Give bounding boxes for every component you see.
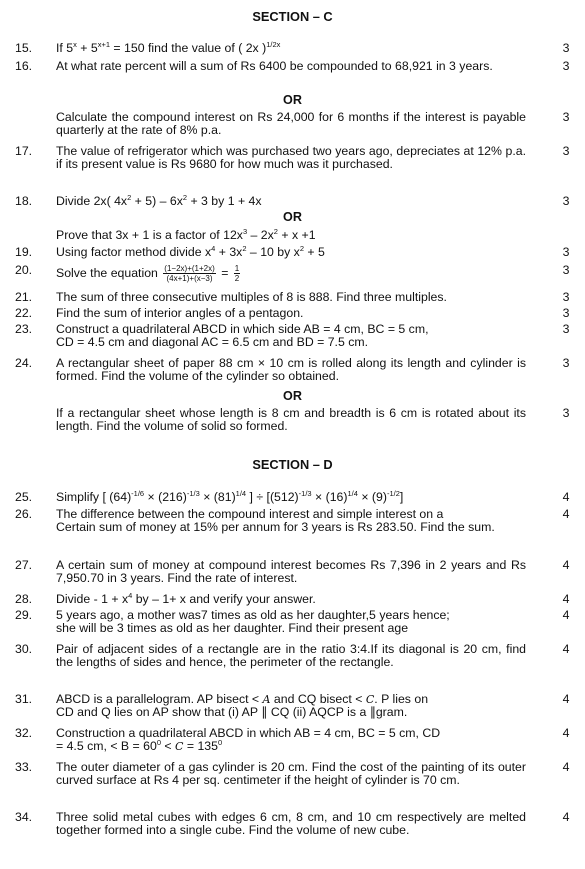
question-number: 33.: [15, 760, 33, 774]
marks: 3: [562, 144, 570, 158]
question-text: The difference between the compound interest and simple interest on a Certain sum of money at 15% per annum for 3 years is Rs 283.50. Find the sum.: [56, 507, 495, 535]
marks: 3: [562, 59, 570, 73]
question-number: 29.: [15, 608, 33, 622]
question-text: A certain sum of money at compound interest becomes Rs 7,396 in 2 years and Rs 7,950.70 in 3 years. Find the rate of interest.: [56, 558, 526, 586]
question-number: 20.: [15, 263, 33, 277]
section-c-heading: SECTION – C: [252, 9, 333, 24]
question-number: 34.: [15, 810, 33, 824]
question-text: ABCD is a parallelogram. AP bisect < A and CQ bisect < C. P lies on CD and Q lies on AP show that (i) AP ∥ CQ (ii) AQCP is a ∥gram.: [56, 692, 429, 720]
question-text: Simplify [ $(64)^{-1/6} \times (216)^{-1/3} \times (81)^{1/4}$ ] ÷ $[(512)^{-1/3} \times (16)^{1/4} \times (9)^{-1/2}]$: [56, 489, 404, 504]
marks: 4: [562, 692, 570, 706]
question-text: Using factor method divide $x^4 + 3x^2 - 10$ by $x^2 + 5$: [56, 244, 325, 259]
question-number: 27.: [15, 558, 33, 572]
marks: 4: [562, 810, 570, 824]
marks: 3: [562, 41, 570, 55]
marks: 4: [562, 592, 570, 606]
question-number: 15.: [15, 41, 33, 55]
question-text: The value of refrigerator which was purchased two years ago, depreciates at 12% p.a. if its present value is Rs 9680 for how much was it purchased.: [56, 144, 526, 172]
question-text: If $5^x + 5^{x+1} = 150$ find the value of ( 2x )$^{1/2x}$: [56, 40, 281, 55]
question-text: 5 years ago, a mother was7 times as old as her daughter,5 years hence; she will be 3 times as old as her daughter. Find their present age: [56, 608, 450, 636]
question-text: Calculate the compound interest on Rs 24,000 for 6 months if the interest is payable quarterly at the rate of 8% p.a.: [56, 110, 526, 138]
marks: 3: [562, 263, 570, 277]
marks: 3: [562, 356, 570, 370]
question-number: 17.: [15, 144, 33, 158]
question-text: A rectangular sheet of paper 88 cm × 10 cm is rolled along its length and cylinder is formed. Find the volume of the cylinder so obtained.: [56, 356, 526, 384]
question-text: Solve the equation $\frac{(1-2x)+(1+2x)}{(4x+1)+(x-3)}$ = $\frac{1}{2}$: [56, 264, 240, 283]
marks: 3: [562, 322, 570, 336]
marks: 3: [562, 245, 570, 259]
question-number: 24.: [15, 356, 33, 370]
marks: 3: [562, 406, 570, 420]
question-text: The sum of three consecutive multiples of 8 is 888. Find three multiples.: [56, 290, 447, 304]
question-text: If a rectangular sheet whose length is 8 cm and breadth is 6 cm is rotated about its length. Find the volume of solid so formed.: [56, 406, 526, 434]
question-text: Divide - $1 + x^4$ by – 1+ x and verify your answer.: [56, 591, 316, 606]
question-text: Divide 2x( $4x^2 + 5) - 6x^2 + 3$ by 1 + 4x: [56, 193, 262, 208]
question-text: At what rate percent will a sum of Rs 6400 be compounded to 68,921 in 3 years.: [56, 59, 493, 73]
or-label: OR: [283, 389, 302, 403]
marks: 4: [562, 608, 570, 622]
marks: 3: [562, 194, 570, 208]
question-text: Find the sum of interior angles of a pentagon.: [56, 306, 304, 320]
question-number: 19.: [15, 245, 33, 259]
question-number: 31.: [15, 692, 33, 706]
question-text: Construct a quadrilateral ABCD in which side AB = 4 cm, BC = 5 cm, CD = 4.5 cm and diagonal AC = 6.5 cm and BD = 7.5 cm.: [56, 322, 429, 350]
question-text: Construction a quadrilateral ABCD in which AB = 4 cm, BC = 5 cm, CD = 4.5 cm, < $B = 60^0 < C = 135^0$: [56, 726, 441, 754]
question-number: 16.: [15, 59, 33, 73]
question-number: 28.: [15, 592, 33, 606]
or-label: OR: [283, 210, 302, 224]
question-number: 30.: [15, 642, 33, 656]
marks: 3: [562, 110, 570, 124]
question-number: 25.: [15, 490, 33, 504]
question-number: 23.: [15, 322, 33, 336]
section-d-heading: SECTION – D: [252, 457, 333, 472]
marks: 4: [562, 507, 570, 521]
marks: 3: [562, 290, 570, 304]
question-number: 21.: [15, 290, 33, 304]
marks: 4: [562, 760, 570, 774]
marks: 4: [562, 490, 570, 504]
question-text: Three solid metal cubes with edges 6 cm, 8 cm, and 10 cm respectively are melted together formed into a single cube. Find the volume of new cube.: [56, 810, 526, 838]
marks: 4: [562, 558, 570, 572]
or-label: OR: [283, 93, 302, 107]
question-number: 26.: [15, 507, 33, 521]
question-text: Pair of adjacent sides of a rectangle are in the ratio 3:4.If its diagonal is 20 cm, find the lengths of sides and hence, the perimeter of the rectangle.: [56, 642, 526, 670]
question-text: Prove that 3x + 1 is a factor of $12x^3 - 2x^2 + x +1$: [56, 227, 316, 242]
marks: 4: [562, 726, 570, 740]
question-number: 18.: [15, 194, 33, 208]
marks: 4: [562, 642, 570, 656]
question-text: The outer diameter of a gas cylinder is 20 cm. Find the cost of the painting of its outer curved surface at Rs 4 per sq. centimeter if the height of cylinder is 70 cm.: [56, 760, 526, 788]
equation-fraction: $\frac{(1-2x)+(1+2x)}{(4x+1)+(x-3)}$: [164, 264, 215, 283]
question-number: 32.: [15, 726, 33, 740]
question-number: 22.: [15, 306, 33, 320]
marks: 3: [562, 306, 570, 320]
rhs-fraction: $\frac{1}{2}$: [234, 264, 240, 283]
